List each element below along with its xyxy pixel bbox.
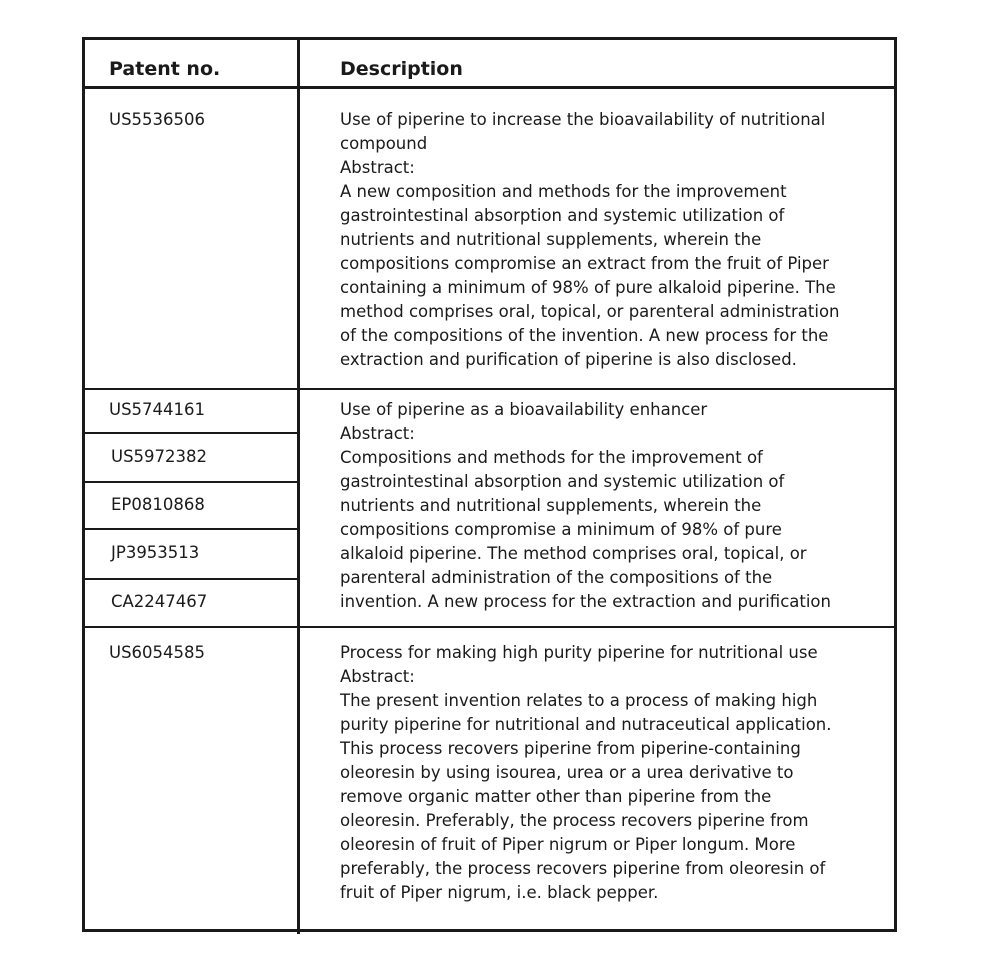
description-line: This process recovers piperine from piperine-containing	[340, 739, 801, 758]
patent-subdivider	[82, 578, 299, 580]
row-divider	[82, 626, 897, 628]
description-line: nutrients and nutritional supplements, wherein the	[340, 230, 762, 249]
description-line: parenteral administration of the compositions of the	[340, 568, 773, 587]
description-line: method comprises oral, topical, or parenteral administration	[340, 302, 840, 321]
description-cell	[340, 108, 860, 372]
description-line: containing a minimum of 98% of pure alkaloid piperine. The	[340, 278, 836, 297]
description-line: invention. A new process for the extraction and purification	[340, 592, 831, 611]
patent-number: EP0810868	[111, 495, 205, 514]
patent-number: JP3953513	[111, 543, 200, 562]
description-line: Process for making high purity piperine for nutritional use	[340, 643, 818, 662]
header-divider	[82, 86, 897, 89]
description-line: compound	[340, 134, 428, 153]
patent-number: US5536506	[109, 110, 206, 129]
row-divider	[82, 388, 897, 390]
description-line: gastrointestinal absorption and systemic utilization of	[340, 472, 785, 491]
description-line: Use of piperine as a bioavailability enhancer	[340, 400, 708, 419]
patent-number: US6054585	[109, 643, 206, 662]
description-line: gastrointestinal absorption and systemic utilization of	[340, 206, 785, 225]
description-line: oleoresin of fruit of Piper nigrum or Piper longum. More	[340, 835, 796, 854]
description-cell	[340, 398, 860, 614]
patent-number: US5744161	[109, 400, 206, 419]
description-line: oleoresin. Preferably, the process recovers piperine from	[340, 811, 809, 830]
patent-subdivider	[82, 432, 299, 434]
description-line: Compositions and methods for the improvement of	[340, 448, 763, 467]
description-cell	[340, 641, 860, 905]
description-line: preferably, the process recovers piperine from oleoresin of	[340, 859, 826, 878]
patent-subdivider	[82, 528, 299, 530]
header-patent-no: Patent no.	[109, 58, 221, 80]
description-line: remove organic matter other than piperine from the	[340, 787, 772, 806]
patent-number: CA2247467	[111, 592, 208, 611]
description-line: Use of piperine to increase the bioavailability of nutritional	[340, 110, 826, 129]
description-line: The present invention relates to a process of making high	[340, 691, 818, 710]
header-description: Description	[340, 58, 463, 80]
column-divider	[297, 37, 300, 934]
description-line: fruit of Piper nigrum, i.e. black pepper.	[340, 883, 659, 902]
description-line: extraction and purification of piperine is also disclosed.	[340, 350, 797, 369]
patent-subdivider	[82, 481, 299, 483]
description-line: compositions compromise an extract from the fruit of Piper	[340, 254, 829, 273]
description-line: Abstract:	[340, 667, 415, 686]
description-line: Abstract:	[340, 158, 415, 177]
description-line: nutrients and nutritional supplements, wherein the	[340, 496, 762, 515]
description-line: of the compositions of the invention. A new process for the	[340, 326, 829, 345]
description-line: Abstract:	[340, 424, 415, 443]
description-line: A new composition and methods for the improvement	[340, 182, 787, 201]
description-line: compositions compromise a minimum of 98% of pure	[340, 520, 782, 539]
patent-number: US5972382	[111, 447, 208, 466]
description-line: oleoresin by using isourea, urea or a urea derivative to	[340, 763, 794, 782]
description-line: alkaloid piperine. The method comprises oral, topical, or	[340, 544, 807, 563]
description-line: purity piperine for nutritional and nutraceutical application.	[340, 715, 832, 734]
